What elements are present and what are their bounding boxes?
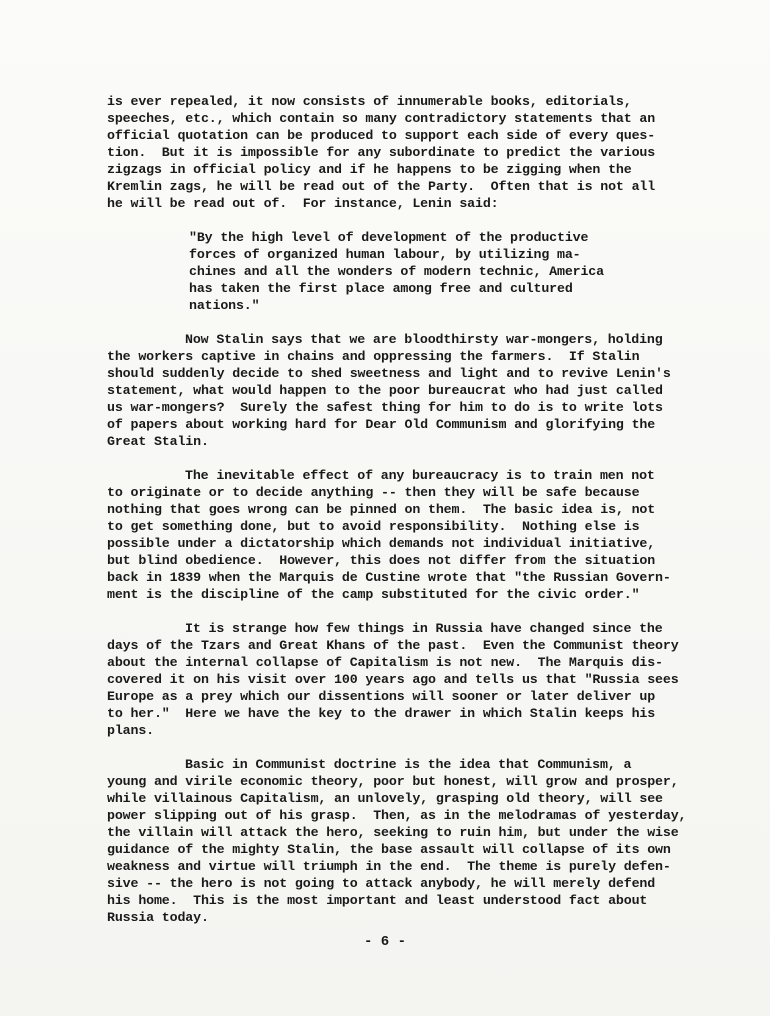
paragraph-p5	[107, 756, 687, 926]
text-line: Basic in Communist doctrine is the idea that Communism, a	[185, 757, 632, 772]
page-number: - 6 -	[363, 934, 406, 950]
text-line: is ever repealed, it now consists of innumerable books, editorials,	[107, 94, 632, 109]
block-quote	[189, 229, 667, 314]
text-line: sive -- the hero is not going to attack anybody, he will merely defend	[107, 876, 656, 891]
text-line: The inevitable effect of any bureaucracy is to train men not	[185, 468, 655, 483]
text-line: Europe as a prey which our dissentions will sooner or later deliver up	[107, 689, 656, 704]
text-line: young and virile economic theory, poor but honest, will grow and prosper,	[107, 774, 679, 789]
text-line: speeches, etc., which contain so many contradictory statements that an	[107, 111, 656, 126]
text-line: but blind obedience. However, this does not differ from the situation	[107, 553, 656, 568]
text-line: about the internal collapse of Capitalism is not new. The Marquis dis-	[107, 655, 663, 670]
paragraph-p2	[107, 331, 671, 450]
text-line: covered it on his visit over 100 years ago and tells us that "Russia sees	[107, 672, 679, 687]
text-line: Great Stalin.	[107, 434, 209, 449]
text-line: nations."	[189, 298, 260, 313]
text-line: us war-mongers? Surely the safest thing for him to do is to write lots	[107, 400, 663, 415]
text-line: should suddenly decide to shed sweetness and light and to revive Lenin's	[107, 366, 671, 381]
text-line: plans.	[107, 723, 154, 738]
text-line: possible under a dictatorship which demands not individual initiative,	[107, 536, 656, 551]
text-line: the villain will attack the hero, seeking to ruin him, but under the wise	[107, 825, 679, 840]
text-line: Kremlin zags, he will be read out of the Party. Often that is not all	[107, 179, 656, 194]
text-line: ment is the discipline of the camp substituted for the civic order."	[107, 587, 640, 602]
text-line: tion. But it is impossible for any subordinate to predict the various	[107, 145, 656, 160]
text-line: to her." Here we have the key to the drawer in which Stalin keeps his	[107, 706, 656, 721]
text-line: to originate or to decide anything -- then they will be safe because	[107, 485, 640, 500]
text-line: Now Stalin says that we are bloodthirsty war-mongers, holding	[185, 332, 663, 347]
text-line: while villainous Capitalism, an unlovely, grasping old theory, will see	[107, 791, 663, 806]
text-line: It is strange how few things in Russia have changed since the	[185, 621, 663, 636]
text-line: days of the Tzars and Great Khans of the past. Even the Communist theory	[107, 638, 679, 653]
text-line: guidance of the mighty Stalin, the base assault will collapse of its own	[107, 842, 671, 857]
body-text	[107, 93, 687, 943]
text-line: has taken the first place among free and cultured	[189, 281, 573, 296]
text-line: chines and all the wonders of modern technic, America	[189, 264, 604, 279]
paragraph-p3	[107, 467, 671, 603]
text-line: his home. This is the most important and least understood fact about	[107, 893, 648, 908]
text-line: forces of organized human labour, by utilizing ma-	[189, 247, 581, 262]
text-line: back in 1839 when the Marquis de Custine wrote that "the Russian Govern-	[107, 570, 671, 585]
paragraph-p1	[107, 93, 667, 212]
text-line: to get something done, but to avoid responsibility. Nothing else is	[107, 519, 640, 534]
text-line: weakness and virtue will triumph in the end. The theme is purely defen-	[107, 859, 671, 874]
text-line: nothing that goes wrong can be pinned on them. The basic idea is, not	[107, 502, 656, 517]
text-line: the workers captive in chains and oppressing the farmers. If Stalin	[107, 349, 640, 364]
text-line: official quotation can be produced to support each side of every ques-	[107, 128, 656, 143]
text-line: zigzags in official policy and if he happens to be zigging when the	[107, 162, 632, 177]
text-line: statement, what would happen to the poor bureaucrat who had just called	[107, 383, 663, 398]
text-line: he will be read out of. For instance, Lenin said:	[107, 196, 499, 211]
paragraph-p4	[107, 620, 679, 739]
text-line: Russia today.	[107, 910, 209, 925]
text-line: of papers about working hard for Dear Old Communism and glorifying the	[107, 417, 656, 432]
text-line: "By the high level of development of the productive	[189, 230, 589, 245]
text-line: power slipping out of his grasp. Then, as in the melodramas of yesterday,	[107, 808, 687, 823]
